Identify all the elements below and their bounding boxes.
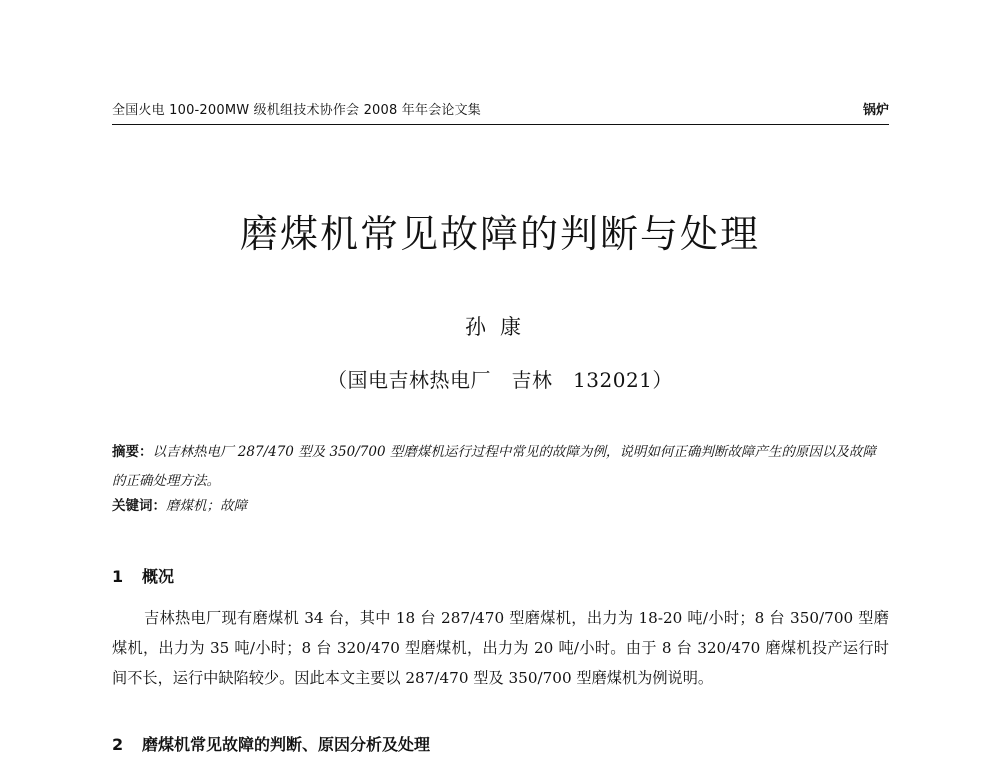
author-affiliation: （国电吉林热电厂 吉林 132021） bbox=[327, 368, 673, 392]
running-header-left: 全国火电 100-200MW 级机组技术协作会 2008 年年会论文集 bbox=[112, 103, 482, 118]
section-title: 概况 bbox=[142, 567, 175, 586]
section-number: 1 bbox=[112, 567, 124, 586]
section-title: 磨煤机常见故障的判断、原因分析及处理 bbox=[142, 735, 431, 754]
section-heading bbox=[112, 734, 430, 756]
keywords-label: 关键词： bbox=[112, 498, 166, 514]
section-paragraph: 吉林热电厂现有磨煤机 34 台，其中 18 台 287/470 型磨煤机，出力为 18-20 吨/小时；8 台 350/700 型磨煤机，出力为 35 吨/小时；8 台 320/470 型磨煤机，出力为 20 吨/小时。由于 8 台 320/470 磨煤机投产运行时间不长，运行中缺陷较少。因此本文主要以 287/470 型及 350/700 型磨煤机为例说明。 bbox=[112, 609, 889, 687]
section-number: 2 bbox=[112, 735, 124, 754]
running-header bbox=[112, 102, 889, 125]
section-heading bbox=[112, 566, 174, 588]
abstract-text: 以吉林热电厂 287/470 型及 350/700 型磨煤机运行过程中常见的故障为例，说明如何正确判断故障产生的原因以及故障的正确处理方法。 bbox=[112, 444, 876, 489]
keywords-text: 磨煤机；故障 bbox=[166, 498, 247, 514]
keywords bbox=[112, 495, 889, 517]
abstract-label: 摘要： bbox=[112, 444, 153, 460]
paper-title: 磨煤机常见故障的判断与处理 bbox=[239, 212, 760, 256]
running-header-right: 锅炉 bbox=[862, 103, 889, 118]
abstract bbox=[112, 438, 889, 496]
author-name: 孙康 bbox=[465, 315, 535, 339]
